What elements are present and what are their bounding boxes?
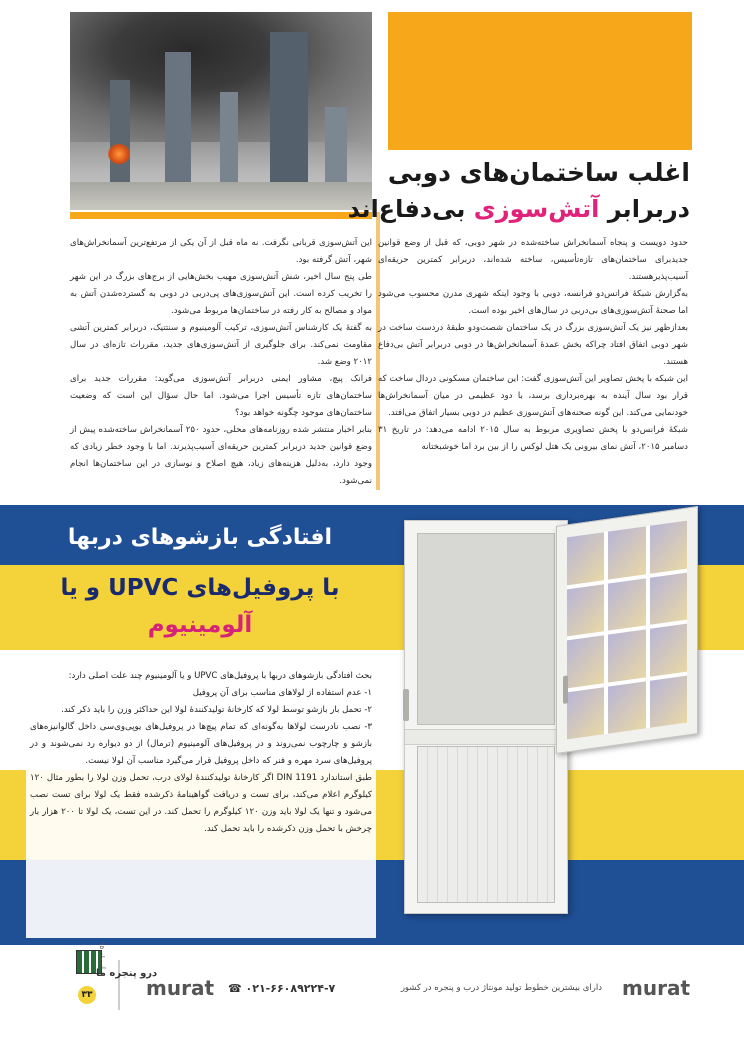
decor-gold-strip — [70, 212, 372, 219]
advert-title-line-1: افتادگی بازشوهای دربها — [67, 525, 333, 550]
door-lower-panel — [417, 746, 555, 903]
decor-orange-block — [388, 12, 692, 150]
advert-paragraph: ۱- عدم استفاده از لولاهای مناسب برای آن پروفیل — [192, 688, 372, 698]
paragraph: این آتش‌سوزی قربانی نگرفت. نه ماه قبل از آن یکی از مرتفع‌ترین آسمانخراش‌های شهر، آتش گرفته بود. — [70, 238, 372, 265]
advert-paragraph: ۳- نصب نادرست لولاها به‌گونه‌ای که تمام پیچ‌ها در پروفیل‌های یوپی‌وی‌سی داخل گالوانیزه‌های بازشو و چارچوب نمی‌روند و در پروفیل‌های آلومینیوم (ترمال) از دو دیواره رد نمی‌شوند و در پروفیل‌های سرد مهره و فنر که داخل پروفیل قرار می‌گیرد مناسب آن لولا نیست. — [30, 722, 372, 766]
paragraph: بنابر اخبار منتشر شده روزنامه‌های محلی، حدود ۲۵۰ آسمانخراش ساخته‌شده پیش از وضع قوانین جدید دربرابر کمترین حریقه‌ای آسیب‌پذیرند. اما با وجود خطر زیادی که وجود دارد، به‌دلیل هزینه‌های زیاد، هیچ اصلاح و نوسازی در این ساختمان‌ها انجام نمی‌شود. — [70, 425, 372, 486]
footer-tagline: دارای بیشترین خطوط تولید مونتاژ درب و پنجره در کشور — [400, 983, 602, 993]
paragraph: این شبکه با پخش تصاویر این آتش‌سوزی گفت: این ساختمان مسکونی دردال ساخت که قرار بود سال آینده به بهره‌برداری برسد، با دود عظیمی در میان آسمانخراش‌ها خودنمایی می‌کند. این گونه صحنه‌های آتش‌سوزی عظیم در دوبی بسیار اتفاق می‌افتد. — [378, 374, 688, 418]
advert-paragraph: ۲- تحمل بار بازشو توسط لولا که کارخانهٔ تولیدکنندهٔ لولا این حداکثر وزن را باید ذکر کند. — [61, 705, 372, 715]
window-handle-icon — [563, 675, 568, 704]
advert-paragraph: بحث افتادگی بازشوهای دربها با پروفیل‌های UPVC و یا آلومینیوم چند علت اصلی دارد: — [68, 671, 372, 681]
door-mid-rail — [405, 729, 565, 745]
paragraph: به گفتهٔ یک کارشناس آتش‌سوزی، ترکیب آلومینیوم و سنتتیک، دربرابر کمترین آتشی مقاومت نمی‌کند. برای جلوگیری از آتش‌سوزی‌های جدید، مقررات تازه‌ای در سال ۲۰۱۲ وضع شد. — [70, 323, 372, 367]
open-window-sash-image — [556, 506, 698, 754]
paragraph: بعدازظهر نیز یک آتش‌سوزی بزرگ در یک ساختمان شصت‌ودو طبقهٔ دردست ساخت در شهر دوبی اتفاق افتاد چراکه بخش عمدهٔ آسمانخراش‌ها در دوبی دربرابر آتش بی‌دفاع هستند. — [378, 323, 688, 367]
article-column-right — [378, 235, 688, 456]
headline-line-2: دربرابر آتش‌سوزی بی‌دفاع‌اند — [347, 195, 690, 223]
murat-logo-right: murat — [622, 976, 690, 1000]
door-upper-opening — [417, 533, 555, 725]
door-handle-icon — [403, 689, 409, 721]
upvc-door-image — [404, 520, 568, 914]
magazine-name: درو پنجره ما — [96, 968, 158, 979]
murat-logo-left: murat — [146, 976, 214, 1000]
page-number: ۳۳ — [78, 986, 96, 1004]
headline-line-1: اغلب ساختمان‌های دوبی — [387, 158, 690, 187]
paragraph: شبکهٔ فرانس‌دو با پخش تصاویری مربوط به سال ۲۰۱۵ ادامه می‌دهد: در تاریخ ۳۱ دسامبر ۲۰۱۵، آتش نمای بیرونی یک هتل لوکس را از بین برد اما خوشبختانه — [378, 425, 688, 452]
fire-glow — [108, 144, 130, 164]
advert-paragraph: طبق استاندارد DIN 1191 اگر کارخانهٔ تولیدکنندهٔ لولای درب، تحمل وزن لولا را بطور مثال ۱۲۰ کیلوگرم اعلام می‌کند، برای تست و دریافت گواهینامهٔ ذکرشده فقط یک لولا برای تست نصب می‌شود و تنها یک لولا باید وزن ۱۲۰ کیلوگرم را تحمل کند. در این تست، یک لولا تا ۲۰۰ هزار بار چرخش با تحمل وزن ذکرشده را باید تحمل کند. — [30, 773, 373, 834]
advert-title-line-2: با پروفیل‌های UPVC و یا — [60, 575, 340, 601]
footer-phone: ☎ ۰۲۱-۶۶۰۸۹۲۲۴-۷ — [228, 982, 336, 995]
paragraph: به‌گزارش شبکهٔ فرانس‌دو فرانسه، دوبی با وجود اینکه شهری مدرن محسوب می‌شود اما صحنهٔ آتش‌سوزی‌های بی‌دربی در سال‌های اخیر بوده است. — [378, 289, 688, 316]
paragraph: فرانک پیچ، مشاور ایمنی دربرابر آتش‌سوزی می‌گوید: مقررات جدید برای ساختمان‌های تازه تأسیس اجرا می‌شود. اما حال سؤال این است که وضعیت ساختمان‌های موجود چگونه خواهد بود؟ — [70, 374, 372, 418]
window-glass-grid — [567, 521, 687, 740]
paragraph: حدود دویست و پنجاه آسمانخراش ساخته‌شده در شهر دوبی، که قبل از وضع قوانین جدیدبرای ساختمان‌های تازه‌تأسیس، ساخته شده‌اند، دربرابر کمترین حریقه‌ای آسیب‌پذیرهستند. — [378, 238, 688, 282]
headline-accent: آتش‌سوزی — [473, 195, 600, 223]
fire-photo — [70, 12, 372, 210]
issue-label: آسمان ۹۵ — [98, 942, 106, 969]
paragraph: طی پنج سال اخیر، شش آتش‌سوزی مهیب بخش‌هایی از برج‌های بزرگ در این شهر را تخریب کرده است. این آتش‌سوزی‌های پی‌دربی در دوبی به گسترده‌شدن آتش به مواد و مصالح به کار رفته در ساختمان‌ها مربوط می‌شود. — [70, 272, 372, 316]
advert-title-line-3: آلومینیوم — [147, 612, 253, 638]
advert-body — [26, 668, 376, 938]
article-column-left — [70, 235, 372, 490]
phone-icon: ☎ — [228, 982, 246, 995]
